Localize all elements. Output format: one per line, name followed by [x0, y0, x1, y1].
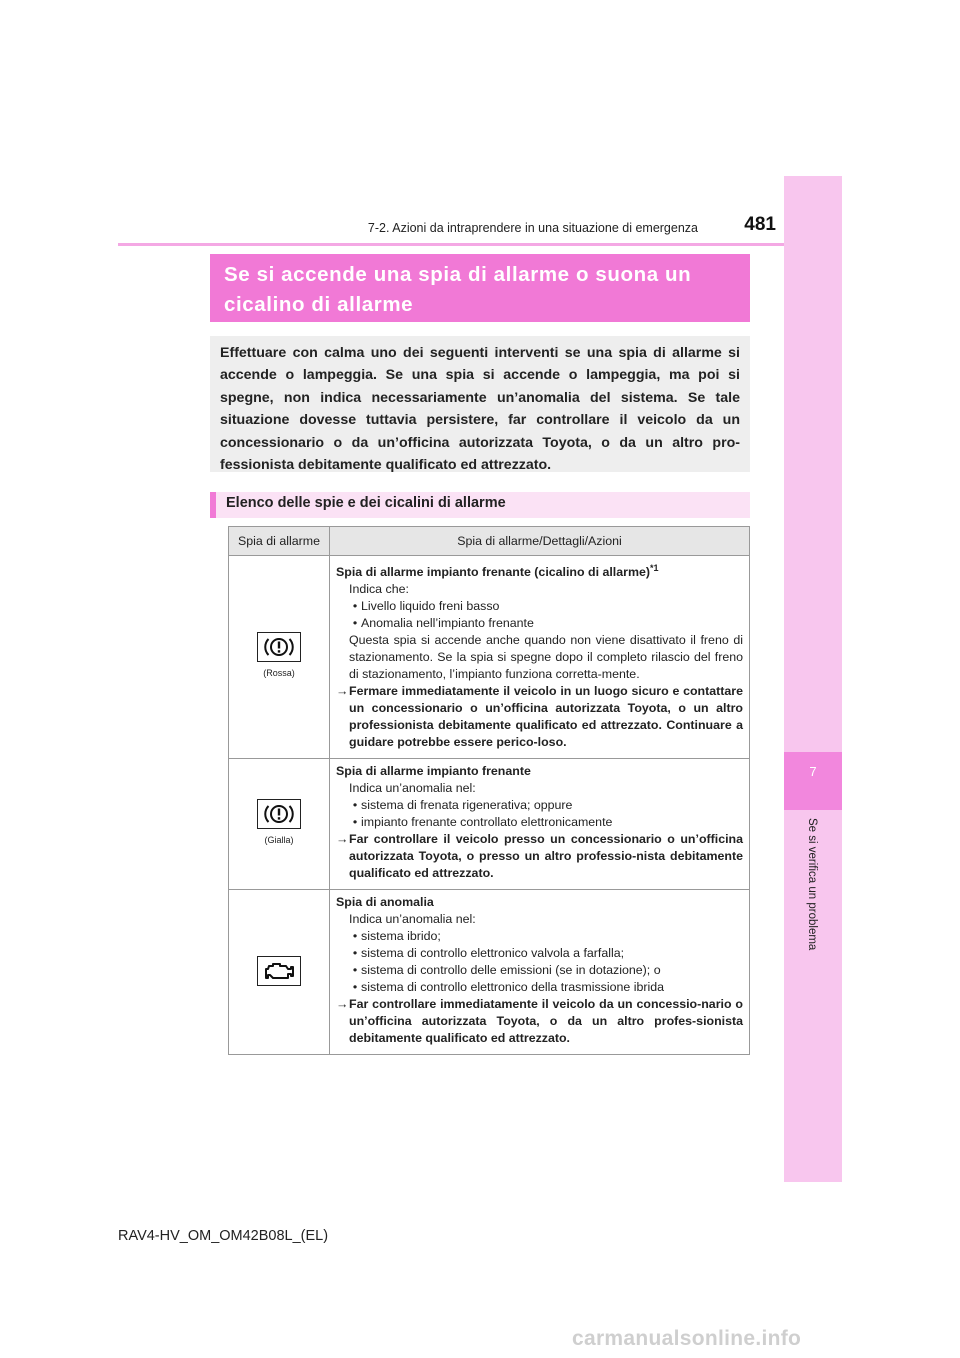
chapter-label: Se si verifica un problema	[806, 818, 818, 951]
light-intro: Indica un’anomalia nel:	[349, 781, 476, 796]
details-cell	[330, 556, 750, 759]
document-code: RAV4-HV_OM_OM42B08L_(EL)	[118, 1228, 329, 1244]
list-item: • sistema di frenata rigenerativa; oppure	[352, 798, 573, 813]
header-rule	[118, 243, 784, 246]
list-item: • sistema di controllo elettronico della trasmissione ibrida	[352, 980, 665, 995]
warning-lights-table	[228, 526, 750, 1055]
light-action: → Far controllare il veicolo presso un concessionario o un’officina autorizzata Toyota, o presso un altro professio-nista debitamente qualificato ed attrezzato.	[336, 832, 743, 881]
section-title: Se si accende una spia di allarme o suona un cicalino di allarme	[210, 254, 750, 322]
list-item: • Anomalia nell’impianto frenante	[352, 616, 534, 631]
subheading: Elenco delle spie e dei cicalini di allarme	[226, 495, 506, 511]
list-item: • sistema ibrido;	[352, 929, 441, 944]
details-cell	[330, 890, 750, 1055]
light-title: Spia di allarme impianto frenante	[336, 764, 531, 779]
intro-paragraph: Effettuare con calma uno dei seguenti interventi se una spia di allarme si accende o lampeggia. Se una spia si accende o lampeggia, ma poi si spegne, non indica necessariamente un’anomalia del sistema. Se tale situazione dovesse tuttavia persistere, far controllare il veicolo da un concessionario o da un’officina autorizzata Toyota, o da un altro pro-fessionista debitamente qualificato ed attrezzato.	[210, 336, 750, 472]
light-action: → Fermare immediatamente il veicolo in un luogo sicuro e contattare un concessionario o un’officina autorizzata Toyota, o un altro professionista debitamente qualificato ed attrezzato. Continuare a guidare potrebbe essere perico-loso.	[336, 684, 743, 750]
icon-cell	[229, 890, 330, 1055]
light-action: → Far controllare immediatamente il veicolo da un concessio-nario o un’officina autorizzata Toyota, o da un altro profes-sionista debitamente qualificato ed attrezzato.	[336, 997, 743, 1046]
chapter-number: 7	[809, 764, 817, 779]
column-header-light: Spia di allarme	[229, 527, 330, 556]
icon-cell	[229, 759, 330, 890]
list-item: • Livello liquido freni basso	[352, 599, 500, 614]
chapter-number-tab[interactable]	[784, 752, 842, 810]
subheading-accent	[210, 492, 216, 518]
table-row	[229, 759, 750, 890]
light-title: Spia di allarme impianto frenante (cicalino di allarme)$^{*1}$	[336, 563, 659, 580]
icon-caption: (Gialla)	[264, 835, 294, 846]
arrow-icon: →	[336, 997, 349, 1012]
light-title: Spia di anomalia	[336, 895, 434, 910]
table-row	[229, 890, 750, 1055]
light-note: Questa spia si accende anche quando non viene disattivato il freno di stazionamento. Se la spia si spegne dopo il completo rilascio del freno di stazionamento, l’impianto funziona corretta-mente.	[349, 633, 743, 682]
list-item: • sistema di controllo elettronico valvola a farfalla;	[352, 946, 625, 961]
column-header-details: Spia di allarme/Dettagli/Azioni	[330, 527, 750, 556]
engine-malfunction-icon	[257, 956, 301, 986]
brake-warning-icon	[257, 799, 301, 829]
icon-caption: (Rossa)	[263, 668, 295, 679]
light-intro: Indica che:	[349, 582, 409, 597]
table-row	[229, 556, 750, 759]
list-item: • impianto frenante controllato elettronicamente	[352, 815, 613, 830]
watermark: carmanualsonline.info	[572, 1327, 802, 1350]
arrow-icon: →	[336, 684, 349, 699]
arrow-icon: →	[336, 832, 349, 847]
details-cell	[330, 759, 750, 890]
brake-warning-icon	[257, 632, 301, 662]
running-header: 7-2. Azioni da intraprendere in una situazione di emergenza	[367, 221, 698, 235]
footnote-marker: *1	[649, 563, 659, 573]
icon-cell	[229, 556, 330, 759]
page-number: 481	[744, 214, 776, 235]
table-header-row	[229, 527, 750, 556]
light-intro: Indica un’anomalia nel:	[349, 912, 476, 927]
list-item: • sistema di controllo delle emissioni (se in dotazione); o	[352, 963, 661, 978]
chapter-side-tab	[784, 176, 842, 1182]
